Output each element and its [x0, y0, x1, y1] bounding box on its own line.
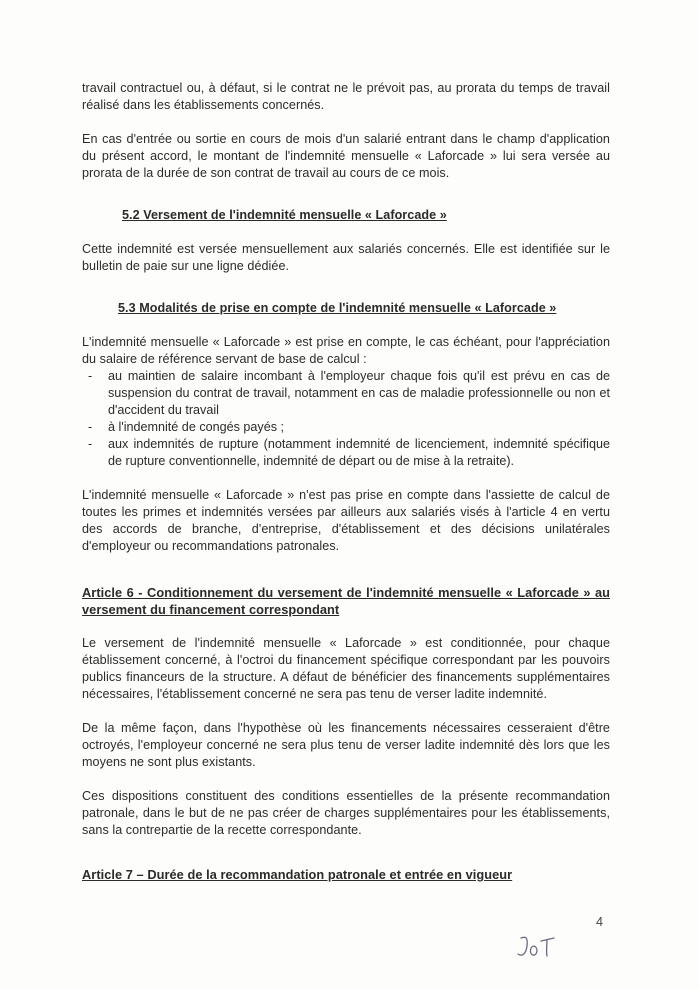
- intro-paragraph-1: travail contractuel ou, à défaut, si le contrat ne le prévoit pas, au prorata du temps de travail réalisé dans les établissements concernés.: [82, 81, 610, 112]
- section-5-3-paragraph-2: L'indemnité mensuelle « Laforcade » n'est pas prise en compte dans l'assiette de calcul de toutes les primes et indemnités versées par ailleurs aux salariés visés à l'article 4 en vertu des accords de branche, d'entreprise, d'établissement et des décisions unilatérales d'employeur ou recommandations patronales.: [82, 488, 610, 553]
- section-5-2-paragraph: Cette indemnité est versée mensuellement aux salariés concernés. Elle est identifiée sur le bulletin de paie sur une ligne dédiée.: [82, 242, 610, 273]
- list-item: - à l'indemnité de congés payés ;: [88, 420, 285, 434]
- list-item: - aux indemnités de rupture (notamment indemnité de licenciement, indemnité spécifique de rupture conventionnelle, indemnité de départ ou de mise à la retraite).: [88, 437, 610, 468]
- document-page: [82, 80, 610, 883]
- bullet-dash: -: [88, 437, 93, 451]
- bullet-dash: -: [88, 369, 93, 383]
- bullet-dash: -: [88, 420, 93, 434]
- section-5-3-bullet-list: [82, 368, 610, 470]
- section-5-2-heading: 5.2 Versement de l'indemnité mensuelle « Laforcade »: [122, 208, 447, 222]
- intro-paragraph-2: En cas d'entrée ou sortie en cours de mois d'un salarié entrant dans le champ d'application du présent accord, le montant de l'indemnité mensuelle « Laforcade » lui sera versée au prorata de la durée de son contrat de travail au cours de ce mois.: [82, 132, 610, 180]
- article-6-paragraph-3: Ces dispositions constituent des conditions essentielles de la présente recommandation patronale, dans le but de ne pas créer de charges supplémentaires pour les établissements, sans la contrepartie de la recette correspondante.: [82, 789, 610, 837]
- article-6-paragraph-2: De la même façon, dans l'hypothèse où les financements nécessaires cesseraient d'être octroyés, l'employeur concerné ne sera plus tenu de verser ladite indemnité dès lors que les moyens ne sont plus existants.: [82, 721, 610, 769]
- section-5-3-heading: 5.3 Modalités de prise en compte de l'indemnité mensuelle « Laforcade »: [118, 301, 557, 315]
- section-5-3-intro: L'indemnité mensuelle « Laforcade » est prise en compte, le cas échéant, pour l'appréciation du salaire de référence servant de base de calcul :: [82, 335, 610, 366]
- page-number: 4: [596, 915, 604, 929]
- list-item: - au maintien de salaire incombant à l'employeur chaque fois qu'il est prévu en cas de suspension du contrat de travail, notamment en cas de maladie professionnelle ou non et d'accident du travail: [88, 369, 610, 417]
- article-7-heading: Article 7 – Durée de la recommandation patronale et entrée en vigueur: [82, 867, 513, 882]
- article-6-heading: Article 6 - Conditionnement du versement de l'indemnité mensuelle « Laforcade » au versement du financement correspondant: [82, 585, 610, 617]
- handwritten-initials: [512, 932, 562, 962]
- article-6-paragraph-1: Le versement de l'indemnité mensuelle « Laforcade » est conditionnée, pour chaque établissement concerné, à l'octroi du financement spécifique correspondant par les pouvoirs publics financeurs de la structure. A défaut de bénéficier des financements supplémentaires nécessaires, l'établissement concerné ne sera pas tenu de verser ladite indemnité.: [82, 636, 610, 701]
